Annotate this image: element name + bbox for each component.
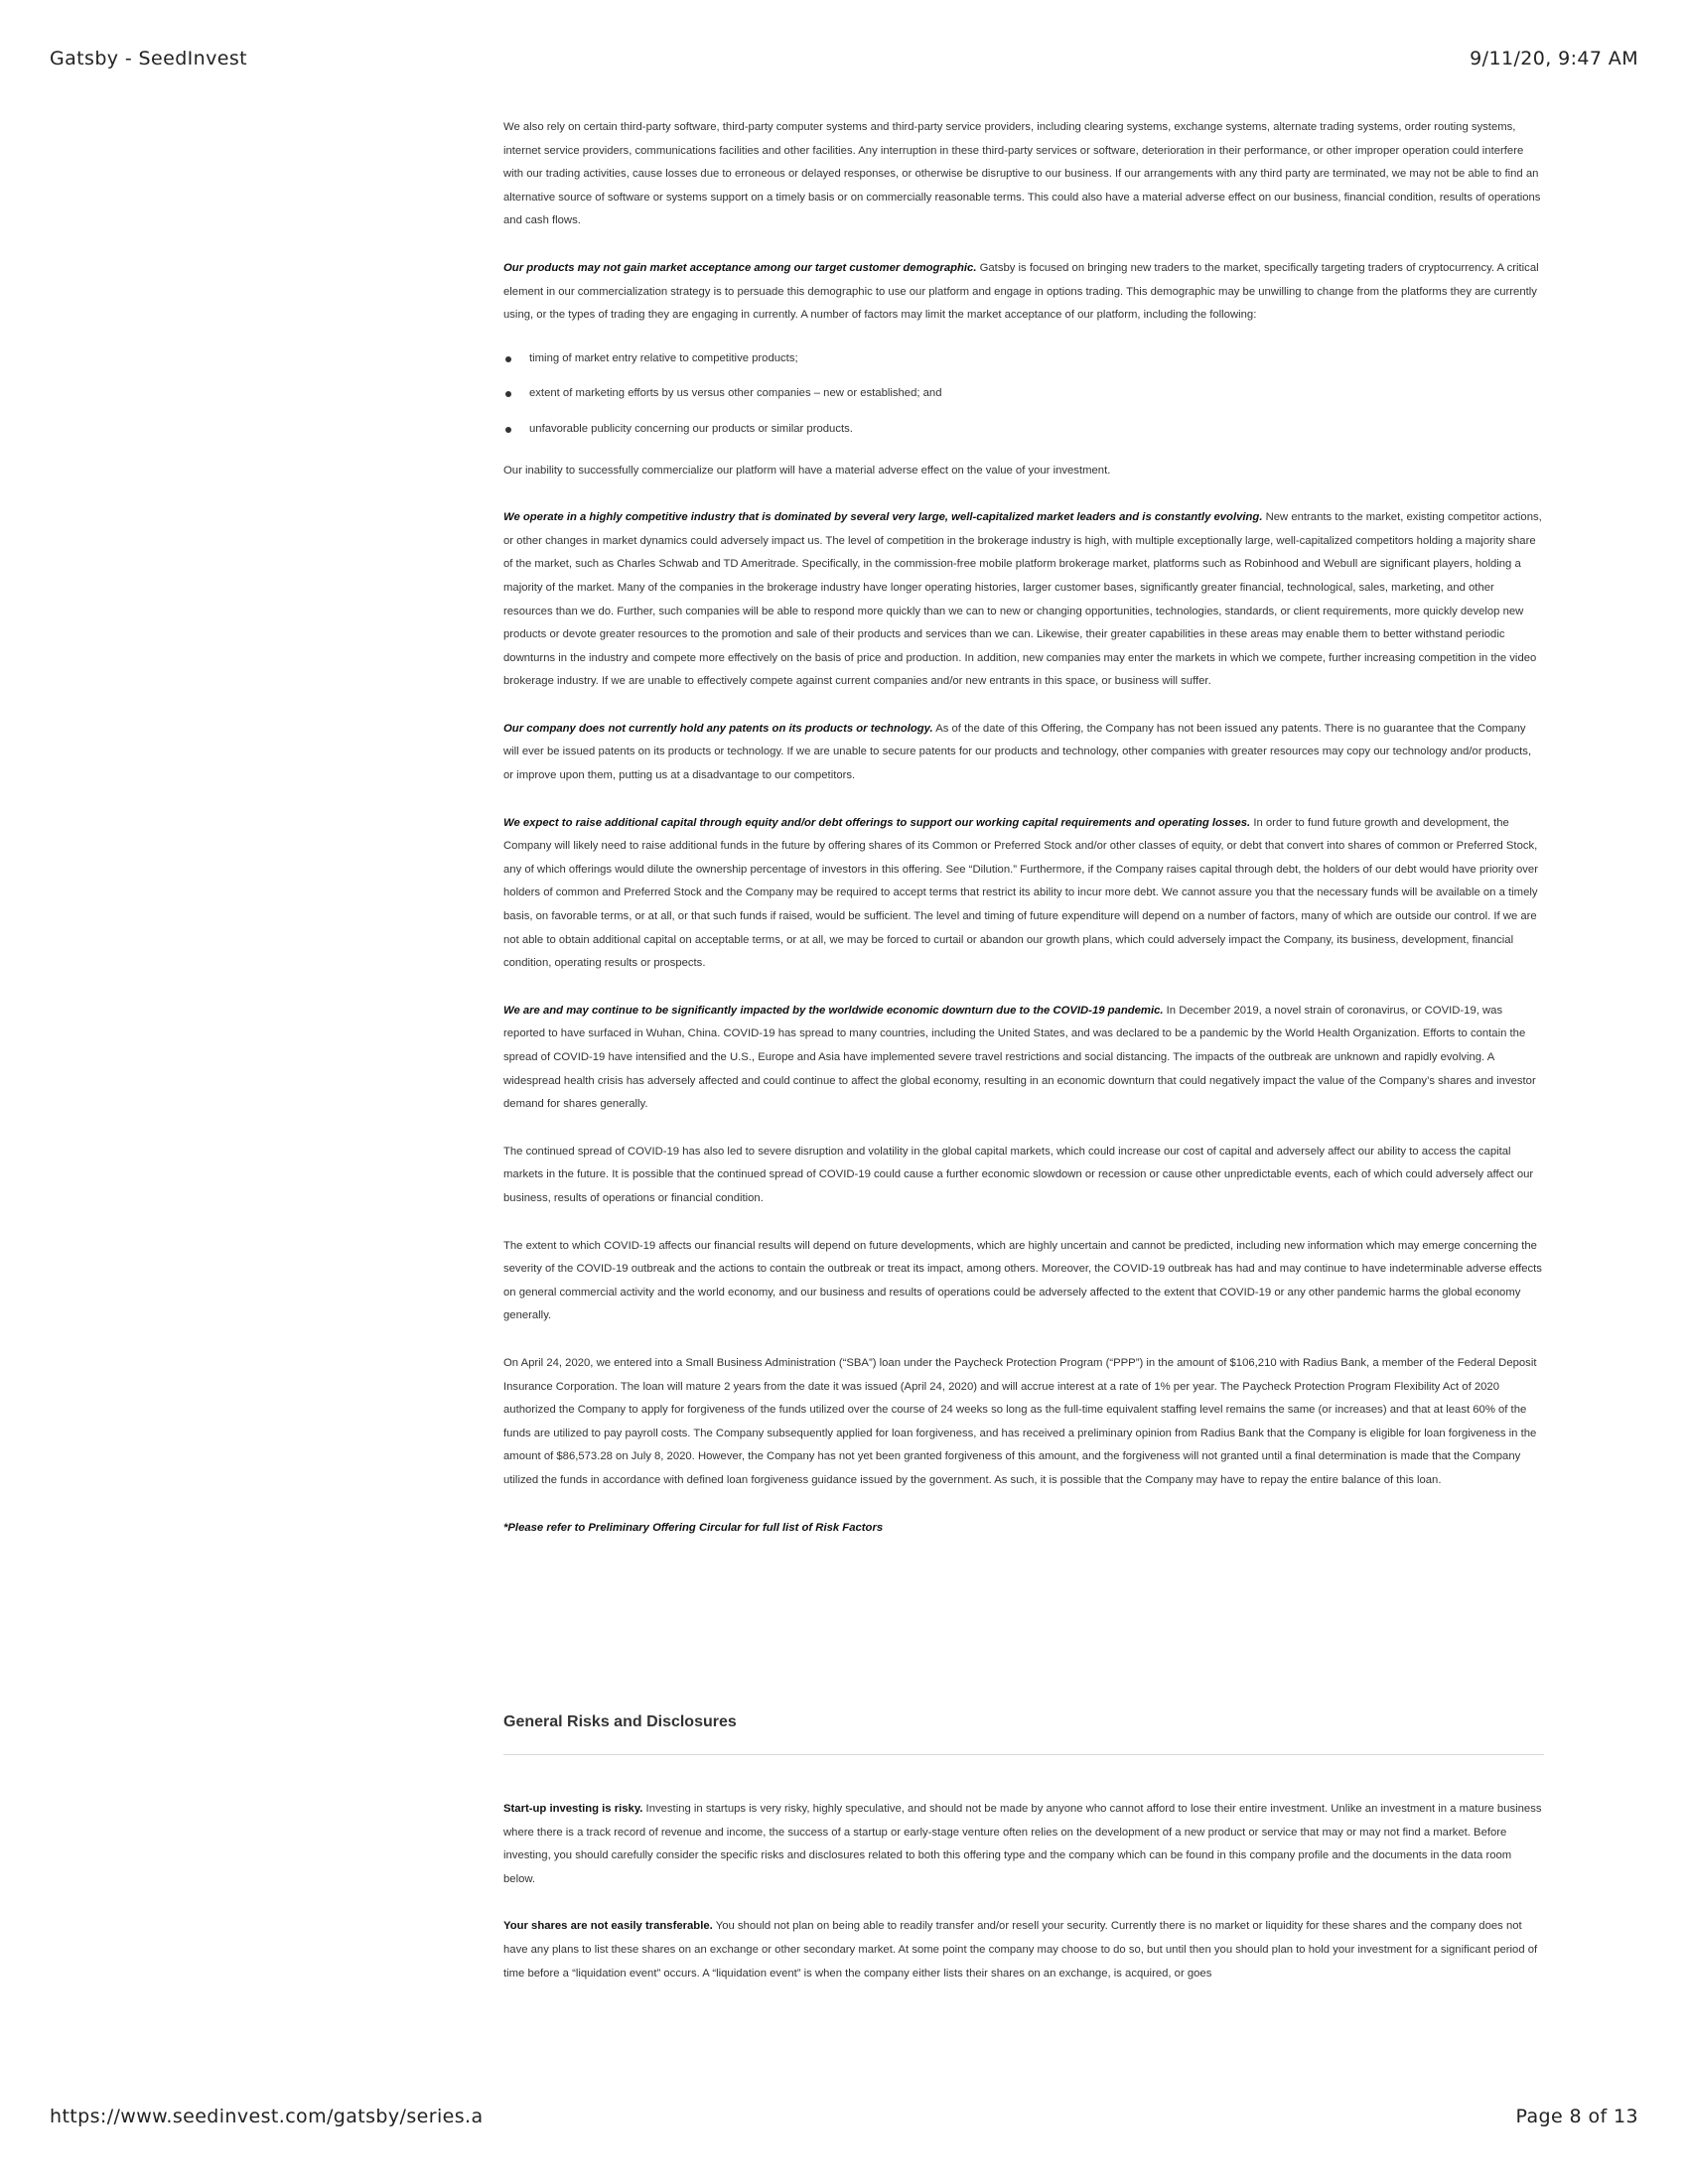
bullet-icon	[505, 356, 511, 362]
risk-heading-patents: Our company does not currently hold any patents on its products or technology.	[503, 722, 933, 735]
risk-paragraph-competition	[503, 506, 1544, 694]
list-item: extent of marketing efforts by us versus other companies – new or established; and	[503, 382, 1544, 406]
risk-factors-footnote: *Please refer to Preliminary Offering Circular for full list of Risk Factors	[503, 1521, 884, 1534]
list-item: unfavorable publicity concerning our products or similar products.	[503, 418, 1544, 442]
risk-body-market-acceptance: Gatsby is focused on bringing new traders to the market, specifically targeting traders of cryptocurrency. A critical element in our commercialization strategy is to persuade this demographic to use our platform and engage in options trading. This demographic may be unwilling to change from the platforms they are currently using, or the types of trading they are engaging in currently. A number of factors may limit the market acceptance of our platform, including the following:	[503, 261, 1539, 322]
risk-paragraph-commercialize: Our inability to successfully commercialize our platform will have a material adverse effect on the value of your investment.	[503, 464, 1111, 477]
page-number: Page 8 of 13	[1515, 2106, 1638, 2127]
general-body-startup-risky: Investing in startups is very risky, highly speculative, and should not be made by anyone who cannot afford to lose their entire investment. Unlike an investment in a mature business where there is a track record of revenue and income, the success of a startup or early-stage venture often relies on the development of a new product or service that may or may not find a market. Before investing, you should carefully consider the specific risks and disclosures related to both this offering type and the company which can be found in this company profile and the documents in the data room below.	[503, 1803, 1542, 1885]
general-body-transferable: You should not plan on being able to readily transfer and/or resell your security. Currently there is no market or liquidity for these shares and the company does not have any plans to list these shares on an exchange or other secondary market. At some point the company may choose to do so, but until then you should plan to hold your investment for a significant period of time before a “liquidation event” occurs. A “liquidation event” is when the company either lists their shares on an exchange, is acquired, or goes	[503, 1920, 1538, 1979]
section-title: General Risks and Disclosures	[503, 1713, 737, 1730]
risk-body-covid: In December 2019, a novel strain of coronavirus, or COVID-19, was reported to have surfaced in Wuhan, China. COVID-19 has spread to many countries, including the United States, and was declared to be a pandemic by the World Health Organization. Efforts to contain the spread of COVID-19 have intensified and the U.S., Europe and Asia have implemented severe travel restrictions and social distancing. The impacts of the outbreak are unknown and rapidly evolving. A widespread health crisis has adversely affected and could continue to affect the global economy, resulting in an economic downturn that could negatively impact the value of the Company’s shares and investor demand for shares generally.	[503, 1004, 1536, 1111]
list-item: timing of market entry relative to competitive products;	[503, 347, 1544, 371]
general-heading-transferable: Your shares are not easily transferable.	[503, 1920, 713, 1933]
risk-factors-content	[503, 116, 1544, 1564]
risk-heading-market-acceptance: Our products may not gain market acceptance among our target customer demographic.	[503, 261, 977, 274]
risk-paragraph-covid	[503, 1000, 1544, 1117]
risk-body-capital: In order to fund future growth and development, the Company will likely need to raise additional funds in the future by offering shares of its Common or Preferred Stock and/or other classes of equity, or debt that convert into shares of common or Preferred Stock, any of which offerings would dilute the ownership percentage of investors in this offering. See “Dilution.” Furthermore, if the Company raises capital through debt, the holders of our debt would have priority over holders of common and Preferred Stock and the Company may be required to accept terms that restrict its ability to incur more debt. We cannot assure you that the necessary funds will be available on a timely basis, on favorable terms, or at all, or that such funds if raised, would be sufficient. The level and timing of future expenditure will depend on a number of factors, many of which are outside our control. If we are not able to obtain additional capital on acceptable terms, or at all, we may be forced to curtail or abandon our growth plans, which could adversely impact the Company, its business, development, financial condition, operating results or prospects.	[503, 816, 1538, 970]
risk-paragraph-capital-markets: The continued spread of COVID-19 has also led to severe disruption and volatility in the global capital markets, which could increase our cost of capital and adversely affect our ability to access the capital markets in the future. It is possible that the continued spread of COVID-19 could cause a further economic slowdown or recession or cause other unpredictable events, each of which could adversely affect our business, results of operations or financial condition.	[503, 1145, 1534, 1204]
general-paragraph-transferable	[503, 1915, 1544, 1985]
risk-paragraph-patents	[503, 718, 1544, 788]
browser-page-title: Gatsby - SeedInvest	[50, 48, 247, 69]
bullet-icon	[505, 391, 511, 397]
general-paragraph-startup-risky	[503, 1798, 1544, 1891]
print-datetime: 9/11/20, 9:47 AM	[1470, 48, 1638, 69]
risk-paragraph-ppp-loan: On April 24, 2020, we entered into a Small Business Administration (“SBA”) loan under the Paycheck Protection Program (“PPP”) in the amount of $106,210 with Radius Bank, a member of the Federal Deposit Insurance Corporation. The loan will mature 2 years from the date it was issued (April 24, 2020) and will accrue interest at a rate of 1% per year. The Paycheck Protection Program Flexibility Act of 2020 authorized the Company to apply for forgiveness of the funds utilized over the course of 24 weeks so long as the full-time equivalent staffing level remains the same (or increases) and that at least 60% of the funds are utilized to pay payroll costs. The Company subsequently applied for loan forgiveness, and has received a preliminary opinion from Radius Bank that the Company is eligible for loan forgiveness in the amount of $86,573.28 on July 8, 2020. However, the Company has not yet been granted forgiveness of this amount, and the forgiveness will not granted until a final determination is made that the Company utilized the funds in accordance with defined loan forgiveness guidance issued by the government. As such, it is possible that the Company may have to repay the entire balance of this loan.	[503, 1356, 1537, 1486]
page-url: https://www.seedinvest.com/gatsby/series.a	[50, 2106, 484, 2127]
risk-paragraph-third-party: We also rely on certain third-party software, third-party computer systems and third-party service providers, including clearing systems, exchange systems, alternate trading systems, order routing systems, internet service providers, communications facilities and other facilities. Any interruption in these third-party services or software, deterioration in their performance, or other improper operation could interfere with our trading activities, cause losses due to erroneous or delayed responses, or otherwise be disruptive to our business. If our arrangements with any third party are terminated, we may not be able to find an alternative source of software or systems support on a timely basis or on commercially reasonable terms. This could also have a material adverse effect on our business, financial condition, results of operations and cash flows.	[503, 121, 1541, 227]
risk-body-patents: As of the date of this Offering, the Company has not been issued any patents. There is no guarantee that the Company will ever be issued patents on its products or technology. If we are unable to secure patents for our products and technology, other companies with greater resources may copy our technology and/or products, or improve upon them, putting us at a disadvantage to our competitors.	[503, 722, 1532, 782]
risk-heading-capital: We expect to raise additional capital through equity and/or debt offerings to support our working capital requirements and operating losses.	[503, 816, 1251, 829]
risk-paragraph-capital	[503, 812, 1544, 976]
risk-factor-list	[503, 347, 1544, 442]
risk-body-competition: New entrants to the market, existing competitor actions, or other changes in market dynamics could adversely impact us. The level of competition in the brokerage industry is high, with multiple exceptionally large, well-capitalized competitors holding a majority share of the market, such as Charles Schwab and TD Ameritrade. Specifically, in the commission-free mobile platform brokerage market, platforms such as Robinhood and Webull are significant players, holding a majority of the market. Many of the companies in the brokerage industry have longer operating histories, larger customer bases, significantly greater financial, technological, sales, marketing, and other resources than we do. Further, such companies will be able to respond more quickly than we can to new or changing opportunities, technologies, standards, or client requirements, more quickly develop new products or devote greater resources to the promotion and sale of their products and services than we can. Likewise, their greater capabilities in these areas may enable them to better withstand periodic downturns in the industry and compete more effectively on the basis of price and production. In addition, new companies may enter the markets in which we compete, further increasing competition in the video brokerage industry. If we are unable to effectively compete against current companies and/or new entrants in this space, or business will suffer.	[503, 511, 1542, 688]
risk-heading-competition: We operate in a highly competitive industry that is dominated by several very large, well-capitalized market leaders and is constantly evolving.	[503, 511, 1263, 524]
general-risks-content	[503, 1798, 1544, 2009]
risk-paragraph-market-acceptance	[503, 257, 1544, 328]
general-risks-section-header	[503, 1713, 1544, 1755]
risk-paragraph-covid-extent: The extent to which COVID-19 affects our financial results will depend on future developments, which are highly uncertain and cannot be predicted, including new information which may emerge concerning the severity of the COVID-19 outbreak and the actions to contain the outbreak or treat its impact, among others. Moreover, the COVID-19 outbreak has had and may continue to have indeterminable adverse effects on general commercial activity and the world economy, and our business and results of operations could be adversely affected to the extent that COVID-19 or any other pandemic harms the global economy generally.	[503, 1239, 1542, 1322]
section-divider	[503, 1754, 1544, 1755]
bullet-icon	[505, 427, 511, 433]
risk-heading-covid: We are and may continue to be significantly impacted by the worldwide economic downturn due to the COVID-19 pandemic.	[503, 1004, 1164, 1017]
general-heading-startup-risky: Start-up investing is risky.	[503, 1803, 643, 1815]
